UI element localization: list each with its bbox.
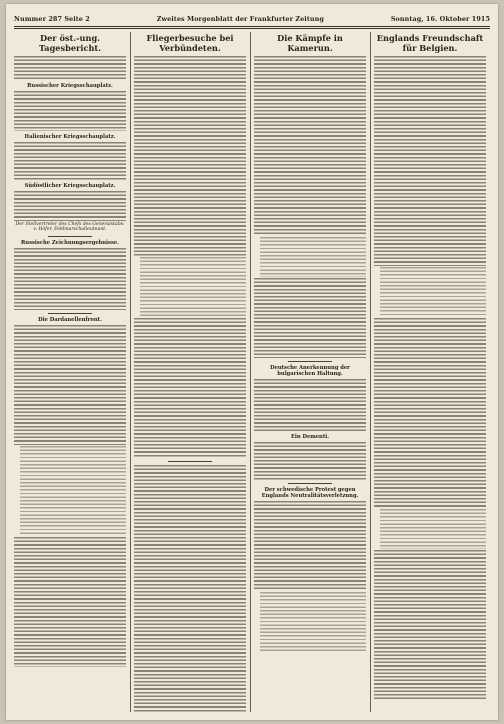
column-divider (370, 32, 371, 712)
article-headline: Der öst.-ung. Tagesbericht. (38, 33, 102, 53)
article-text (380, 267, 486, 317)
article-separator (288, 361, 333, 362)
article-separator (48, 236, 93, 237)
article-text (140, 257, 246, 317)
article-headline: Englands Freundschaft für Belgien. (376, 33, 484, 53)
article-text (374, 56, 486, 266)
section-subhead: Italienischer Kriegsschauplatz. (24, 134, 116, 140)
article-text (134, 465, 246, 712)
column-2 (134, 32, 246, 712)
article-text (20, 446, 126, 536)
article-text (14, 142, 126, 180)
article-text (254, 442, 366, 480)
section-subhead: Südöstlicher Kriegsschauplatz. (24, 183, 116, 189)
article-separator (48, 313, 93, 314)
section-subhead: Ein Dementi. (290, 434, 330, 440)
article-headline: Fliegerbesuche bei Verbündeten. (146, 33, 234, 53)
article-text (14, 56, 126, 80)
article-text (260, 237, 366, 277)
article-text (134, 318, 246, 458)
article-separator (288, 483, 333, 484)
article-headline: Die Kämpfe in Kamerun. (277, 33, 343, 53)
article-text (254, 379, 366, 431)
article-text (254, 278, 366, 358)
column-divider (250, 32, 251, 712)
article-text (254, 56, 366, 236)
column-divider (130, 32, 131, 712)
article-text (14, 91, 126, 131)
section-subhead: Russischer Kriegsschauplatz. (27, 83, 113, 89)
newspaper-page (6, 4, 498, 720)
article-text (134, 56, 246, 256)
newspaper-title: Zweites Morgenblatt der Frankfurter Zeitung (156, 15, 324, 23)
section-subhead: Deutsche Anerkennung der bulgarischen Haltung. (270, 365, 350, 377)
section-subhead: Die Dardanellenfront. (38, 316, 102, 323)
masthead-rule-thin (14, 28, 490, 29)
issue-date: Sonntag, 16. Oktober 1915 (390, 15, 490, 23)
article-separator (168, 461, 213, 462)
column-4 (374, 32, 486, 712)
article-text (14, 191, 126, 221)
article-text (374, 550, 486, 700)
page-number: Nummer 287 Seite 2 (14, 15, 90, 23)
masthead (14, 12, 490, 26)
report-signature: Der Stellvertreter des Chefs des Generalstabs: v. Höfer, Feldmarschalleutnant. (15, 222, 125, 233)
article-text (14, 248, 126, 310)
column-1 (14, 32, 126, 712)
article-text (254, 501, 366, 591)
article-text (380, 509, 486, 549)
section-subhead: Russische Zeichnungsergebnisse. (21, 239, 119, 246)
masthead-rule (14, 26, 490, 27)
article-text (14, 325, 126, 445)
article-text (374, 318, 486, 508)
article-text (260, 592, 366, 652)
article-text (14, 537, 126, 667)
section-subhead: Der schwedische Protest gegen Englands Neutralitätsverletzung. (261, 487, 359, 499)
column-3 (254, 32, 366, 712)
